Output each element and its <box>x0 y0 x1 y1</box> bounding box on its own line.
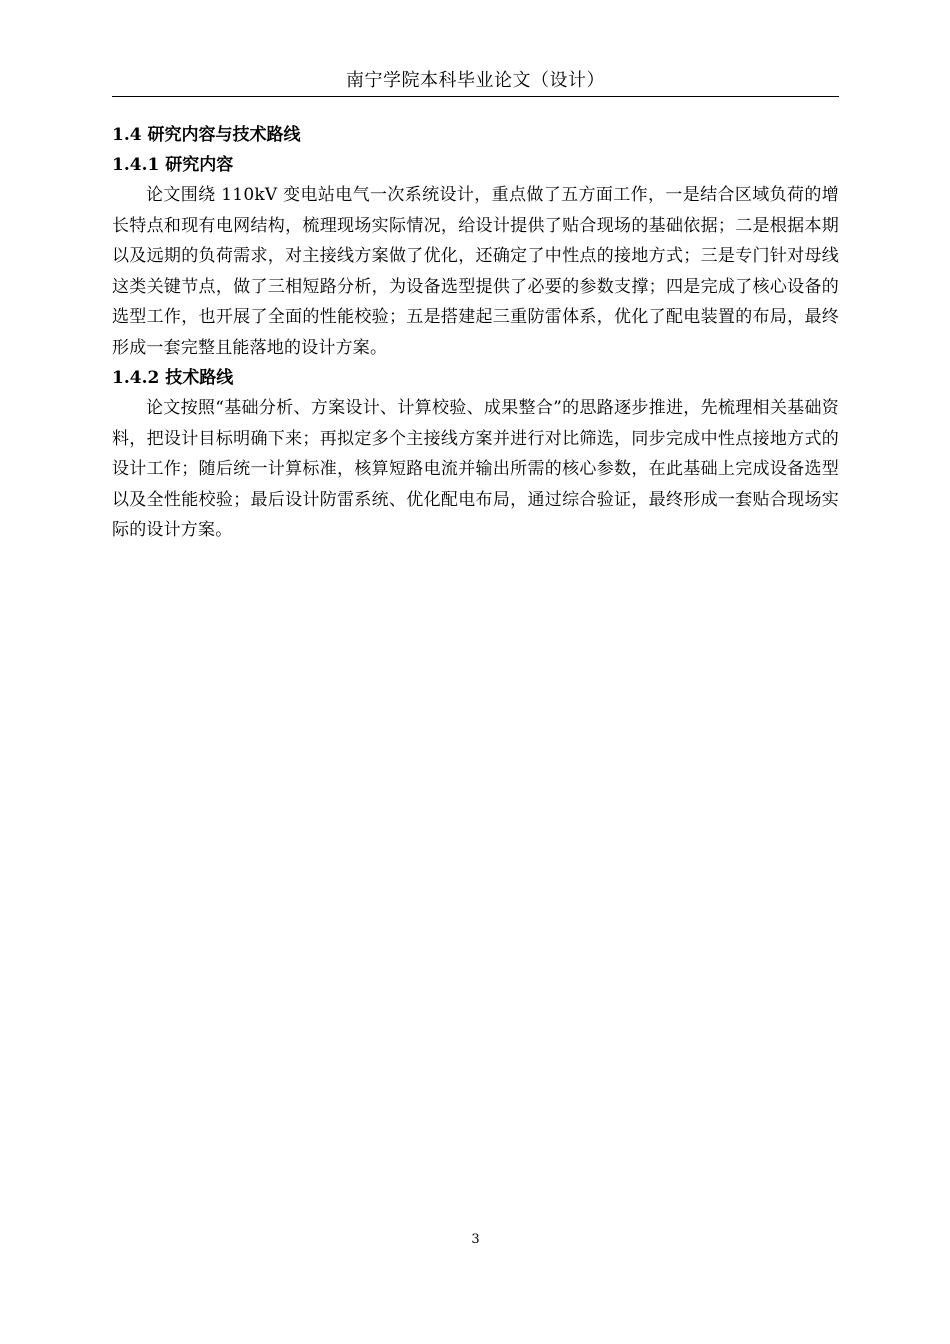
header-rule <box>112 96 839 97</box>
page-number: 3 <box>471 1232 480 1247</box>
paragraph-research-content: 论文围绕 110kV 变电站电气一次系统设计，重点做了五方面工作，一是结合区域负荷的增长特点和现有电网结构，梳理现场实际情况，给设计提供了贴合现场的基础依据；二是根据本期以及远期的负荷需求，对主接线方案做了优化，还确定了中性点的接地方式；三是专门针对母线这类关键节点，做了三相短路分析，为设备选型提供了必要的参数支撑；四是完成了核心设备的选型工作，也开展了全面的性能校验；五是搭建起三重防雷体系，优化了配电装置的布局，最终形成一套完整且能落地的设计方案。 <box>112 185 839 358</box>
page-header: 南宁学院本科毕业论文（设计） <box>346 70 605 91</box>
subsection-heading-research-content: 1.4.1 研究内容 <box>112 155 234 175</box>
document-body <box>112 120 839 546</box>
subsection-heading-technical-route: 1.4.2 技术路线 <box>112 368 234 388</box>
section-heading: 1.4 研究内容与技术路线 <box>112 125 301 145</box>
paragraph-technical-route: 论文按照“基础分析、方案设计、计算校验、成果整合”的思路逐步推进，先梳理相关基础资料，把设计目标明确下来；再拟定多个主接线方案并进行对比筛选，同步完成中性点接地方式的设计工作；随后统一计算标准，核算短路电流并输出所需的核心参数，在此基础上完成设备选型以及全性能校验；最后设计防雷系统、优化配电布局，通过综合验证，最终形成一套贴合现场实际的设计方案。 <box>112 398 839 540</box>
